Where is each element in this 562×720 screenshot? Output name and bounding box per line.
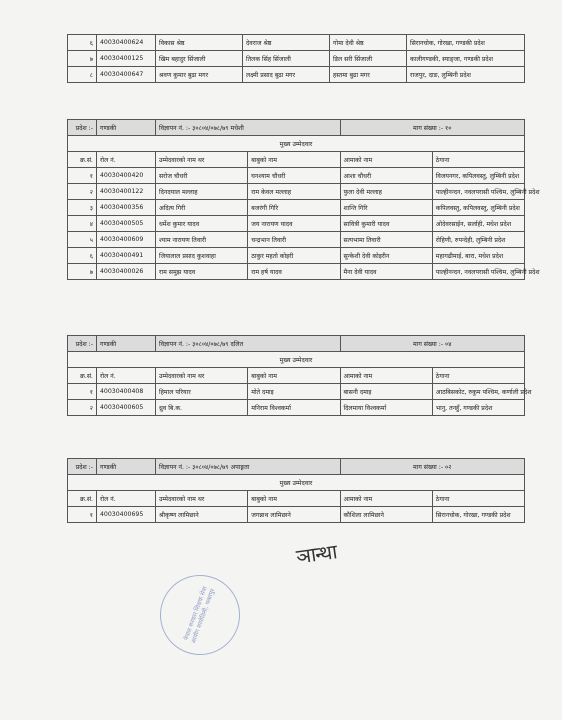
table-row: ४ 40030400505 धर्मेश कुमार यादव जय नारायण यादव सावित्री कुमारी यादव ओदेवरसाईन, सर्लाही, मधेश प्रदेश bbox=[68, 216, 525, 232]
candidates-table-disability bbox=[67, 458, 525, 523]
candidates-table-dalit bbox=[67, 335, 532, 416]
candidates-table-continued bbox=[67, 34, 525, 83]
column-header-row: क्र.सं. रोल नं. उम्मेदवारको नाम थर बाबुको नाम आमाको नाम ठेगाना bbox=[68, 152, 525, 168]
section-title-row: मुख्य उम्मेदवार bbox=[68, 475, 525, 491]
table-row: १ 40030400408 हिमाल परियार मोते दमाइ बासनी दमाइ आठबिसकोट, रुकुम पश्चिम, कर्णाली प्रदेश bbox=[68, 384, 525, 400]
table-row: ७ 40030400125 खिम बहादुर सिंजाली तिलक सिंह सिंजाली डिल सरी सिंजाली कालीगण्डकी, स्याङ्जा, गण्डकी प्रदेश bbox=[68, 51, 525, 67]
signature: ञान्था bbox=[294, 539, 338, 569]
ad-header-row: प्रदेश :- गण्डकी विज्ञापन नं. :- ३०८०४/०७८/७९ दलित माग संख्या :- ०४ bbox=[68, 336, 525, 352]
table-row: ५ 40030400609 श्याम नारायण तिवारी चन्द्रभान तिवारी सत्यभामा तिवारी रोहिणी, रुपन्देही, लुम्बिनी प्रदेश bbox=[68, 232, 525, 248]
table-row: २ 40030400605 ध्रुव बि.क. मनिराम विश्वकर्मा दिलमाया विश्वकर्मा भानु, तनहुँ, गण्डकी प्रदेश bbox=[68, 400, 525, 416]
section-title-row: मुख्य उम्मेदवार bbox=[68, 352, 525, 368]
candidates-table-madhesi bbox=[67, 119, 540, 280]
official-seal: नेपाल सरकार शिक्षक सेवा आयोग सानोठिमी, भक्तपुर bbox=[149, 564, 252, 667]
table-row: २ 40030400122 दिनदयाल मल्लाह राम केवल मल्लाह फुला देवी मल्लाह पाल्हीनन्दन, नवलपरासी पश्चिम, लुम्बिनी प्रदेश bbox=[68, 184, 525, 200]
ad-header-row: प्रदेश :- गण्डकी विज्ञापन नं. :- ३०८०४/०७८/७९ मधेशी माग संख्या :- १० bbox=[68, 120, 525, 136]
column-header-row: क्र.सं. रोल नं. उम्मेदवारको नाम थर बाबुको नाम आमाको नाम ठेगाना bbox=[68, 491, 525, 507]
section-title-row: मुख्य उम्मेदवार bbox=[68, 136, 525, 152]
table-row: ६ 40030400491 जियालाल प्रसाद कुशवाहा ठाकुर महतो कोइरी सुन्केशी देवी कोइरीन महागढीमाई, बारा, मधेश प्रदेश bbox=[68, 248, 525, 264]
column-header-row: क्र.सं. रोल नं. उम्मेदवारको नाम थर बाबुको नाम आमाको नाम ठेगाना bbox=[68, 368, 525, 384]
table-row: ७ 40030400026 राम समुझ यादव राम हर्ष यादव मैना देवी यादव पाल्हीनन्दन, नवलपरासी पश्चिम, लुम्बिनी प्रदेश bbox=[68, 264, 525, 280]
table-row: १ 40030400695 श्रीकृष्ण लामिछाने जगन्नाथ लामिछाने कौशिला लामिछाने सिरानचोक, गोरखा, गण्डकी प्रदेश bbox=[68, 507, 525, 523]
table-row: ८ 40030400647 श्रवण कुमार बुढा मगर लक्ष्मी प्रसाद बुढा मगर हस्तमा बुढा मगर राजपुर, दाङ, लुम्बिनी प्रदेश bbox=[68, 67, 525, 83]
table-row: ६ 40030400624 विकास श्रेष्ठ देवराज श्रेष्ठ गोमा देवी श्रेष्ठ सिरानचोक, गोरखा, गण्डकी प्रदेश bbox=[68, 35, 525, 51]
ad-header-row: प्रदेश :- गण्डकी विज्ञापन नं. :- ३०८०४/०७८/७९ अपाङ्गता माग संख्या :- ०२ bbox=[68, 459, 525, 475]
table-row: १ 40030400420 सरोज चौधरी घनश्याम चौधरी आशा चौधरी विजयनगर, कपिलवस्तु, लुम्बिनी प्रदेश bbox=[68, 168, 525, 184]
table-row: ३ 40030400356 अदित्य गिरी बजरंगी गिरि शान्ति गिरि कपिलवस्तु, कपिलवस्तु, लुम्बिनी प्रदेश bbox=[68, 200, 525, 216]
